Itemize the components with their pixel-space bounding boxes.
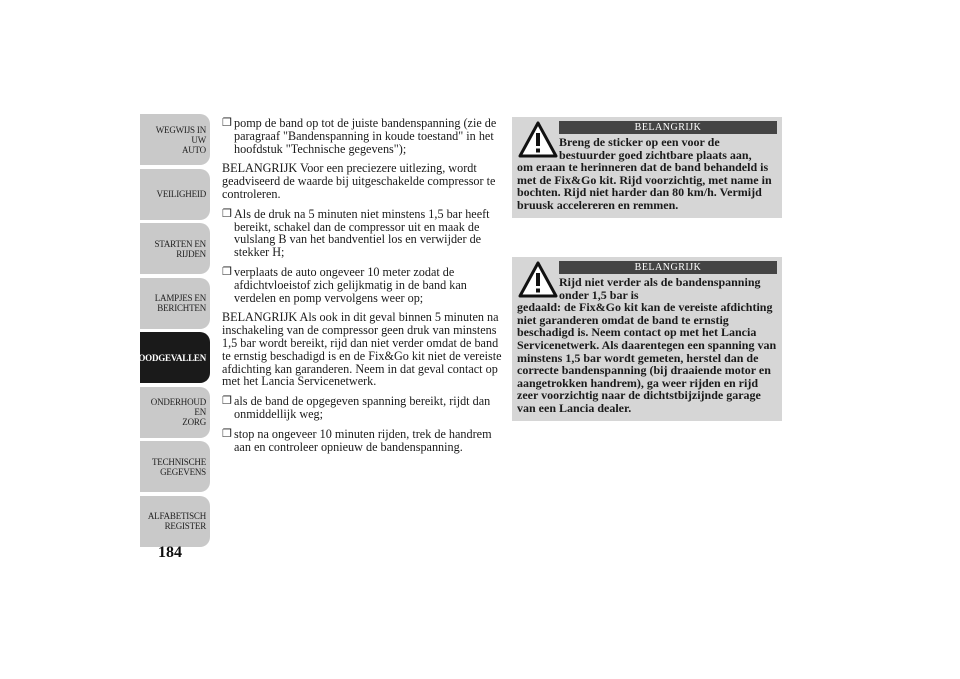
list-item xyxy=(222,117,504,155)
warning-triangle-icon xyxy=(518,261,558,299)
list-item-text: Als de druk na 5 minuten niet minstens 1,5 bar heeft bereikt, schakel dan de compressor uit en maak de vulslang B van het bandventiel los en verwijder de stekker H; xyxy=(234,206,490,260)
chapter-tabs xyxy=(132,114,210,550)
list-item-text: stop na ongeveer 10 minuten rijden, trek de handrem aan en controleer opnieuw de bandenspanning. xyxy=(234,426,492,454)
tab-veiligheid[interactable]: VEILIGHEID xyxy=(140,169,210,220)
tab-technische[interactable]: TECHNISCHE GEGEVENS xyxy=(140,441,210,492)
warning-box-pressure xyxy=(512,257,782,421)
list-item-text: verplaats de auto ongeveer 10 meter zodat de afdichtvloeistof zich gelijkmatig in de band kan verdelen en pomp vervolgens weer op; xyxy=(234,264,467,305)
list-item xyxy=(222,395,504,421)
warning-body-text: gedaald: de Fix&Go kit kan de vereiste afdichting niet garanderen omdat de band te ernstig beschadigd is. Neem contact op met het Lancia Servicenetwerk. Als daarentegen een spanning van minstens 1,5 bar wordt gemeten, herstel dan de correcte bandenspanning (bij draaiende motor en aangetrokken handrem), ga weer rijden en rijd zeer voorzichtig naar de dichtstbijzijnde garage van een Lancia dealer. xyxy=(517,300,777,415)
tab-noodgevallen[interactable]: NOODGEVALLEN xyxy=(140,332,210,383)
tab-starten[interactable]: STARTEN EN RIJDEN xyxy=(140,223,210,274)
warning-heading: BELANGRIJK xyxy=(559,121,777,134)
tab-lampjes[interactable]: LAMPJES EN BERICHTEN xyxy=(140,278,210,329)
checkbox-icon: ❐ xyxy=(222,117,232,129)
list-item-text: pomp de band op tot de juiste bandenspanning (zie de paragraaf "Bandenspanning in koude toestand" in het hoofdstuk "Technische gegevens"); xyxy=(234,116,497,156)
checkbox-icon: ❐ xyxy=(222,265,232,278)
list-item xyxy=(222,428,504,454)
tab-onderhoud[interactable]: ONDERHOUD EN ZORG xyxy=(140,387,210,438)
checkbox-icon: ❐ xyxy=(222,427,232,440)
checkbox-icon: ❐ xyxy=(222,395,232,408)
note-paragraph: BELANGRIJK Voor een preciezere uitlezing, wordt geadviseerd de waarde bij uitgeschakelde compressor te controleren. xyxy=(222,161,496,201)
warning-heading: BELANGRIJK xyxy=(559,261,777,274)
warning-body-text: om eraan te herinneren dat de band behandeld is met de Fix&Go kit. Rijd voorzichtig, met name in bochten. Rijd niet harder dan 80 km/h. Vermijd bruusk accelereren en remmen. xyxy=(517,160,772,212)
page-number: 184 xyxy=(158,544,182,561)
note-paragraph: BELANGRIJK Als ook in dit geval binnen 5 minuten na inschakeling van de compressor geen druk van minstens 1,5 bar wordt bereikt, rijd dan niet verder omdat de band te ernstig beschadigd is en de Fix&Go kit niet de vereiste afdichting kan garanderen. Neem in dat geval contact op met het Lancia Servicenetwerk. xyxy=(222,310,502,389)
main-text-column xyxy=(222,117,504,460)
list-item xyxy=(222,208,504,259)
tab-wegwijs[interactable]: WEGWIJS IN UW AUTO xyxy=(140,114,210,165)
list-item-text: als de band de opgegeven spanning bereikt, rijdt dan onmiddellijk weg; xyxy=(234,394,491,421)
warning-box-sticker xyxy=(512,117,782,218)
warning-lead-text: Rijd niet verder als de bandenspanning onder 1,5 bar is xyxy=(559,275,761,302)
checkbox-icon: ❐ xyxy=(222,207,232,220)
warning-triangle-icon xyxy=(518,121,558,159)
warning-lead-text: Breng de sticker op een voor de bestuurder goed zichtbare plaats aan, xyxy=(559,135,752,162)
list-item xyxy=(222,266,504,304)
tab-register[interactable]: ALFABETISCH REGISTER xyxy=(140,496,210,547)
